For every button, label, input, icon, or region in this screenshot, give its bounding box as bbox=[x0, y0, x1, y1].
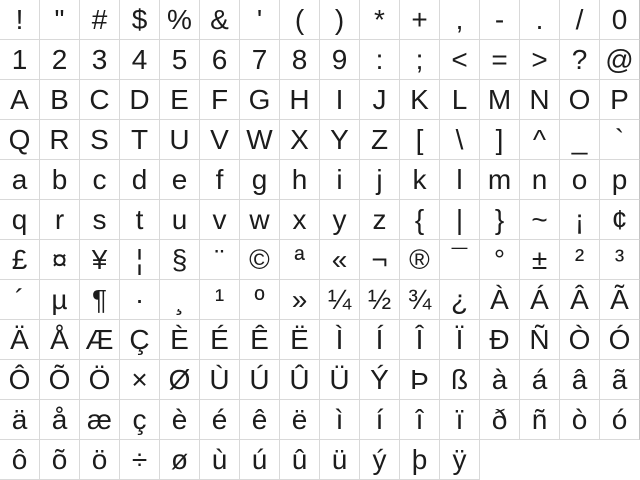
char-cell[interactable]: ´ bbox=[0, 280, 40, 320]
char-cell[interactable]: N bbox=[520, 80, 560, 120]
char-cell[interactable]: ¹ bbox=[200, 280, 240, 320]
char-cell[interactable]: ¦ bbox=[120, 240, 160, 280]
char-cell[interactable]: p bbox=[600, 160, 640, 200]
char-cell[interactable]: d bbox=[120, 160, 160, 200]
char-cell[interactable]: ø bbox=[160, 440, 200, 480]
char-cell[interactable]: · bbox=[120, 280, 160, 320]
char-cell[interactable]: µ bbox=[40, 280, 80, 320]
char-cell[interactable]: â bbox=[560, 360, 600, 400]
char-cell[interactable]: Þ bbox=[400, 360, 440, 400]
char-cell[interactable]: O bbox=[560, 80, 600, 120]
char-cell[interactable]: å bbox=[40, 400, 80, 440]
char-cell[interactable]: ü bbox=[320, 440, 360, 480]
char-cell[interactable]: £ bbox=[0, 240, 40, 280]
char-cell[interactable]: Â bbox=[560, 280, 600, 320]
char-cell[interactable]: ¤ bbox=[40, 240, 80, 280]
char-cell[interactable]: # bbox=[80, 0, 120, 40]
char-cell[interactable]: { bbox=[400, 200, 440, 240]
char-cell[interactable]: F bbox=[200, 80, 240, 120]
char-cell[interactable]: q bbox=[0, 200, 40, 240]
char-cell[interactable]: æ bbox=[80, 400, 120, 440]
char-cell[interactable]: z bbox=[360, 200, 400, 240]
char-cell[interactable]: b bbox=[40, 160, 80, 200]
char-cell[interactable]: ý bbox=[360, 440, 400, 480]
char-cell[interactable]: ? bbox=[560, 40, 600, 80]
char-cell[interactable]: B bbox=[40, 80, 80, 120]
char-cell[interactable]: 1 bbox=[0, 40, 40, 80]
char-row bbox=[0, 320, 640, 360]
char-cell[interactable]: Ü bbox=[320, 360, 360, 400]
char-cell[interactable]: m bbox=[480, 160, 520, 200]
char-cell[interactable]: c bbox=[80, 160, 120, 200]
char-cell[interactable]: ç bbox=[120, 400, 160, 440]
char-cell[interactable]: ÿ bbox=[440, 440, 480, 480]
char-cell[interactable]: ª bbox=[280, 240, 320, 280]
char-cell[interactable]: J bbox=[360, 80, 400, 120]
char-cell[interactable]: À bbox=[480, 280, 520, 320]
char-cell[interactable]: ñ bbox=[520, 400, 560, 440]
char-cell[interactable]: Í bbox=[360, 320, 400, 360]
char-cell[interactable]: g bbox=[240, 160, 280, 200]
char-cell[interactable]: s bbox=[80, 200, 120, 240]
char-cell[interactable]: . bbox=[520, 0, 560, 40]
char-cell[interactable]: K bbox=[400, 80, 440, 120]
char-cell[interactable]: Ð bbox=[480, 320, 520, 360]
char-cell[interactable]: 9 bbox=[320, 40, 360, 80]
char-cell[interactable]: r bbox=[40, 200, 80, 240]
char-cell[interactable]: e bbox=[160, 160, 200, 200]
char-cell[interactable]: ² bbox=[560, 240, 600, 280]
char-cell[interactable]: ú bbox=[240, 440, 280, 480]
char-cell[interactable]: i bbox=[320, 160, 360, 200]
char-cell[interactable]: ò bbox=[560, 400, 600, 440]
char-cell[interactable]: T bbox=[120, 120, 160, 160]
char-cell[interactable]: / bbox=[560, 0, 600, 40]
char-cell[interactable]: ] bbox=[480, 120, 520, 160]
char-cell[interactable]: % bbox=[160, 0, 200, 40]
char-cell[interactable]: ë bbox=[280, 400, 320, 440]
char-cell[interactable]: > bbox=[520, 40, 560, 80]
char-cell[interactable]: R bbox=[40, 120, 80, 160]
char-cell[interactable]: º bbox=[240, 280, 280, 320]
char-cell[interactable]: á bbox=[520, 360, 560, 400]
char-cell[interactable]: ê bbox=[240, 400, 280, 440]
char-cell[interactable]: Ý bbox=[360, 360, 400, 400]
char-cell[interactable]: © bbox=[240, 240, 280, 280]
char-cell[interactable]: H bbox=[280, 80, 320, 120]
char-cell[interactable]: = bbox=[480, 40, 520, 80]
char-cell[interactable]: é bbox=[200, 400, 240, 440]
char-cell[interactable]: o bbox=[560, 160, 600, 200]
char-cell[interactable]: x bbox=[280, 200, 320, 240]
char-cell[interactable]: I bbox=[320, 80, 360, 120]
char-row bbox=[0, 0, 640, 40]
char-cell[interactable]: § bbox=[160, 240, 200, 280]
char-cell[interactable]: u bbox=[160, 200, 200, 240]
char-cell[interactable]: ) bbox=[320, 0, 360, 40]
char-cell[interactable]: ì bbox=[320, 400, 360, 440]
char-cell[interactable]: ¡ bbox=[560, 200, 600, 240]
char-cell[interactable]: Q bbox=[0, 120, 40, 160]
char-row bbox=[0, 240, 640, 280]
char-row bbox=[0, 280, 640, 320]
char-cell[interactable]: è bbox=[160, 400, 200, 440]
char-cell[interactable]: ` bbox=[600, 120, 640, 160]
char-cell[interactable]: $ bbox=[120, 0, 160, 40]
char-cell[interactable]: ÷ bbox=[120, 440, 160, 480]
char-cell[interactable]: - bbox=[480, 0, 520, 40]
char-row bbox=[0, 440, 640, 480]
char-cell[interactable]: Ã bbox=[600, 280, 640, 320]
char-cell[interactable]: ½ bbox=[360, 280, 400, 320]
char-cell[interactable]: Ò bbox=[560, 320, 600, 360]
char-cell[interactable]: t bbox=[120, 200, 160, 240]
char-cell[interactable]: ð bbox=[480, 400, 520, 440]
char-cell[interactable]: Ê bbox=[240, 320, 280, 360]
char-cell[interactable]: Á bbox=[520, 280, 560, 320]
char-cell[interactable]: ö bbox=[80, 440, 120, 480]
char-cell[interactable]: 5 bbox=[160, 40, 200, 80]
char-cell[interactable]: Ë bbox=[280, 320, 320, 360]
char-cell[interactable]: L bbox=[440, 80, 480, 120]
char-cell[interactable]: } bbox=[480, 200, 520, 240]
char-cell[interactable]: ® bbox=[400, 240, 440, 280]
char-cell[interactable]: & bbox=[200, 0, 240, 40]
char-cell[interactable]: l bbox=[440, 160, 480, 200]
char-cell[interactable]: Y bbox=[320, 120, 360, 160]
char-cell[interactable]: í bbox=[360, 400, 400, 440]
char-cell[interactable]: ä bbox=[0, 400, 40, 440]
char-row bbox=[0, 200, 640, 240]
empty-cells-filler bbox=[480, 440, 640, 480]
char-cell[interactable]: 6 bbox=[200, 40, 240, 80]
char-cell[interactable]: » bbox=[280, 280, 320, 320]
char-cell[interactable]: Æ bbox=[80, 320, 120, 360]
char-row bbox=[0, 40, 640, 80]
char-cell[interactable]: S bbox=[80, 120, 120, 160]
char-cell[interactable]: @ bbox=[600, 40, 640, 80]
char-cell[interactable]: ô bbox=[0, 440, 40, 480]
char-cell[interactable]: h bbox=[280, 160, 320, 200]
char-cell[interactable]: ã bbox=[600, 360, 640, 400]
char-cell[interactable]: , bbox=[440, 0, 480, 40]
char-cell[interactable]: Ì bbox=[320, 320, 360, 360]
char-cell[interactable]: ^ bbox=[520, 120, 560, 160]
char-cell[interactable]: Z bbox=[360, 120, 400, 160]
char-cell[interactable]: D bbox=[120, 80, 160, 120]
char-cell[interactable]: à bbox=[480, 360, 520, 400]
char-cell[interactable]: 4 bbox=[120, 40, 160, 80]
char-cell[interactable]: < bbox=[440, 40, 480, 80]
char-cell[interactable]: \ bbox=[440, 120, 480, 160]
char-cell[interactable]: G bbox=[240, 80, 280, 120]
char-row bbox=[0, 160, 640, 200]
char-cell[interactable]: Ä bbox=[0, 320, 40, 360]
char-cell[interactable]: Û bbox=[280, 360, 320, 400]
char-cell[interactable]: ¨ bbox=[200, 240, 240, 280]
char-cell[interactable]: ï bbox=[440, 400, 480, 440]
char-cell[interactable]: Ñ bbox=[520, 320, 560, 360]
char-cell[interactable]: W bbox=[240, 120, 280, 160]
char-cell[interactable]: w bbox=[240, 200, 280, 240]
char-cell[interactable]: ' bbox=[240, 0, 280, 40]
char-cell[interactable]: E bbox=[160, 80, 200, 120]
char-cell[interactable]: M bbox=[480, 80, 520, 120]
char-cell[interactable]: C bbox=[80, 80, 120, 120]
char-cell[interactable]: 8 bbox=[280, 40, 320, 80]
char-cell[interactable]: Ù bbox=[200, 360, 240, 400]
char-row bbox=[0, 120, 640, 160]
char-cell[interactable]: ¼ bbox=[320, 280, 360, 320]
char-cell[interactable]: ¶ bbox=[80, 280, 120, 320]
char-cell[interactable]: V bbox=[200, 120, 240, 160]
char-cell[interactable]: × bbox=[120, 360, 160, 400]
char-cell[interactable]: ¸ bbox=[160, 280, 200, 320]
char-cell[interactable]: ~ bbox=[520, 200, 560, 240]
char-cell[interactable]: ¢ bbox=[600, 200, 640, 240]
char-cell[interactable]: + bbox=[400, 0, 440, 40]
char-cell[interactable]: ³ bbox=[600, 240, 640, 280]
char-cell[interactable]: « bbox=[320, 240, 360, 280]
char-cell[interactable]: þ bbox=[400, 440, 440, 480]
char-cell[interactable]: : bbox=[360, 40, 400, 80]
char-cell[interactable]: a bbox=[0, 160, 40, 200]
char-cell[interactable]: Ö bbox=[80, 360, 120, 400]
char-cell[interactable]: P bbox=[600, 80, 640, 120]
char-cell[interactable]: 3 bbox=[80, 40, 120, 80]
char-cell[interactable]: ó bbox=[600, 400, 640, 440]
char-row bbox=[0, 360, 640, 400]
char-cell[interactable]: ¿ bbox=[440, 280, 480, 320]
char-cell[interactable]: Ï bbox=[440, 320, 480, 360]
char-cell[interactable]: 0 bbox=[600, 0, 640, 40]
char-cell[interactable]: ! bbox=[0, 0, 40, 40]
char-cell[interactable]: ; bbox=[400, 40, 440, 80]
char-cell[interactable]: ¥ bbox=[80, 240, 120, 280]
char-cell[interactable]: * bbox=[360, 0, 400, 40]
char-cell[interactable]: 2 bbox=[40, 40, 80, 80]
char-cell[interactable]: É bbox=[200, 320, 240, 360]
char-cell[interactable]: Ô bbox=[0, 360, 40, 400]
char-cell[interactable]: Ç bbox=[120, 320, 160, 360]
char-cell[interactable]: ù bbox=[200, 440, 240, 480]
char-cell[interactable]: v bbox=[200, 200, 240, 240]
char-cell[interactable]: ( bbox=[280, 0, 320, 40]
char-cell[interactable]: õ bbox=[40, 440, 80, 480]
char-cell[interactable]: û bbox=[280, 440, 320, 480]
char-cell[interactable]: Õ bbox=[40, 360, 80, 400]
char-cell[interactable]: " bbox=[40, 0, 80, 40]
char-cell[interactable]: ¬ bbox=[360, 240, 400, 280]
char-cell[interactable]: ¾ bbox=[400, 280, 440, 320]
char-cell[interactable]: j bbox=[360, 160, 400, 200]
char-row bbox=[0, 400, 640, 440]
char-cell[interactable]: | bbox=[440, 200, 480, 240]
char-cell[interactable]: ± bbox=[520, 240, 560, 280]
char-cell[interactable]: _ bbox=[560, 120, 600, 160]
char-cell[interactable]: k bbox=[400, 160, 440, 200]
char-cell[interactable]: [ bbox=[400, 120, 440, 160]
char-cell[interactable]: X bbox=[280, 120, 320, 160]
char-cell[interactable]: y bbox=[320, 200, 360, 240]
char-cell[interactable]: n bbox=[520, 160, 560, 200]
char-cell[interactable]: ¯ bbox=[440, 240, 480, 280]
char-cell[interactable]: Î bbox=[400, 320, 440, 360]
char-cell[interactable]: ° bbox=[480, 240, 520, 280]
char-cell[interactable]: È bbox=[160, 320, 200, 360]
char-cell[interactable]: Ú bbox=[240, 360, 280, 400]
char-cell[interactable]: 7 bbox=[240, 40, 280, 80]
char-cell[interactable]: f bbox=[200, 160, 240, 200]
char-cell[interactable]: A bbox=[0, 80, 40, 120]
char-cell[interactable]: ß bbox=[440, 360, 480, 400]
char-cell[interactable]: U bbox=[160, 120, 200, 160]
char-cell[interactable]: î bbox=[400, 400, 440, 440]
char-cell[interactable]: Ó bbox=[600, 320, 640, 360]
char-cell[interactable]: Å bbox=[40, 320, 80, 360]
char-cell[interactable]: Ø bbox=[160, 360, 200, 400]
char-row bbox=[0, 80, 640, 120]
